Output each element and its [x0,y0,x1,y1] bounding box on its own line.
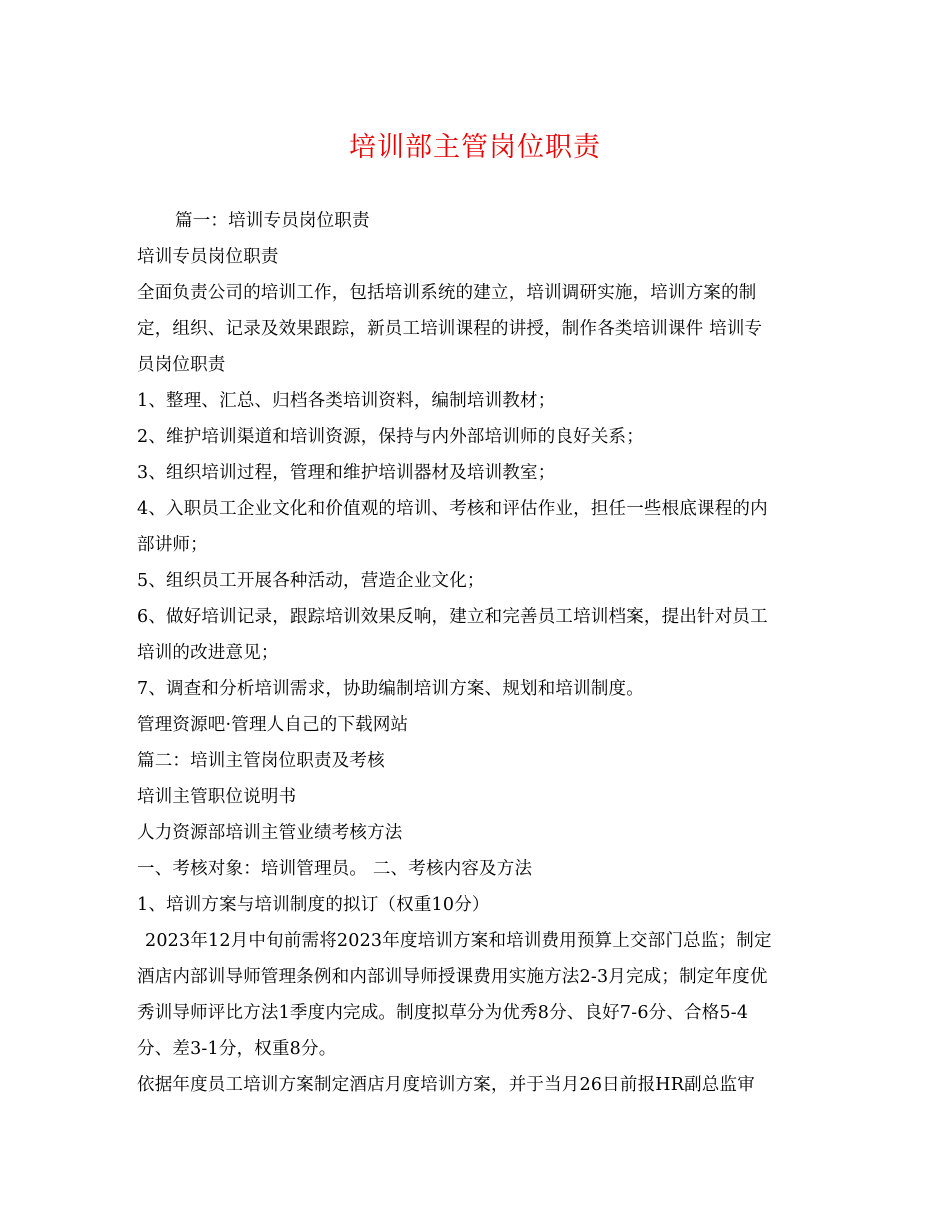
document-body [137,203,813,1103]
list-item: 4、入职员工企业文化和价值观的培训、考核和评估作业，担任一些根底课程的内 [137,499,768,519]
section-heading: 篇二：培训主管岗位职责及考核 [137,751,385,771]
document-title: 培训部主管岗位职责 [349,132,601,163]
paragraph-line: 定，组织、记录及效果跟踪，新员工培训课程的讲授，制作各类培训课件 培训专 [137,319,763,339]
paragraph-line: 员岗位职责 [137,355,226,375]
paragraph-line: 一、考核对象：培训管理员。 二、考核内容及方法 [137,859,533,879]
paragraph-line: 管理资源吧·管理人自己的下载网站 [137,715,409,735]
list-item: 3、组织培训过程，管理和维护培训器材及培训教室； [137,463,556,483]
paragraph-line: 依据年度员工培训方案制定酒店月度培训方案，并于当月26日前报HR副总监审 [137,1075,755,1095]
paragraph-line: 人力资源部培训主管业绩考核方法 [137,823,403,843]
list-item: 6、做好培训记录，跟踪培训效果反响，建立和完善员工培训档案，提出针对员工 [137,607,768,627]
paragraph-line: 全面负责公司的培训工作，包括培训系统的建立，培训调研实施，培训方案的制 [137,283,757,303]
paragraph-line: 酒店内部训导师管理条例和内部训导师授课费用实施方法2-3月完成；制定年度优 [137,967,768,987]
paragraph-line: 秀训导师评比方法1季度内完成。制度拟草分为优秀8分、良好7-6分、合格5-4 [137,1003,749,1023]
list-item: 7、调查和分析培训需求，协助编制培训方案、规划和培训制度。 [137,679,644,699]
paragraph-line: 分、差3-1分，权重8分。 [137,1039,337,1059]
list-item: 2、维护培训渠道和培训资源，保持与内外部培训师的良好关系； [137,427,644,447]
list-item: 5、组织员工开展各种活动，营造企业文化； [137,571,485,591]
paragraph-line: 培训主管职位说明书 [137,787,297,807]
section-heading: 篇一：培训专员岗位职责 [175,211,370,231]
paragraph-line: 培训专员岗位职责 [137,247,279,267]
paragraph-line: 1、培训方案与培训制度的拟订（权重10分） [137,895,490,915]
list-item: 培训的改进意见； [137,643,279,663]
list-item: 1、整理、汇总、归档各类培训资料，编制培训教材； [137,391,556,411]
list-item: 部讲师； [137,535,208,555]
paragraph-line: 2023年12月中旬前需将2023年度培训方案和培训费用预算上交部门总监；制定 [145,931,772,951]
